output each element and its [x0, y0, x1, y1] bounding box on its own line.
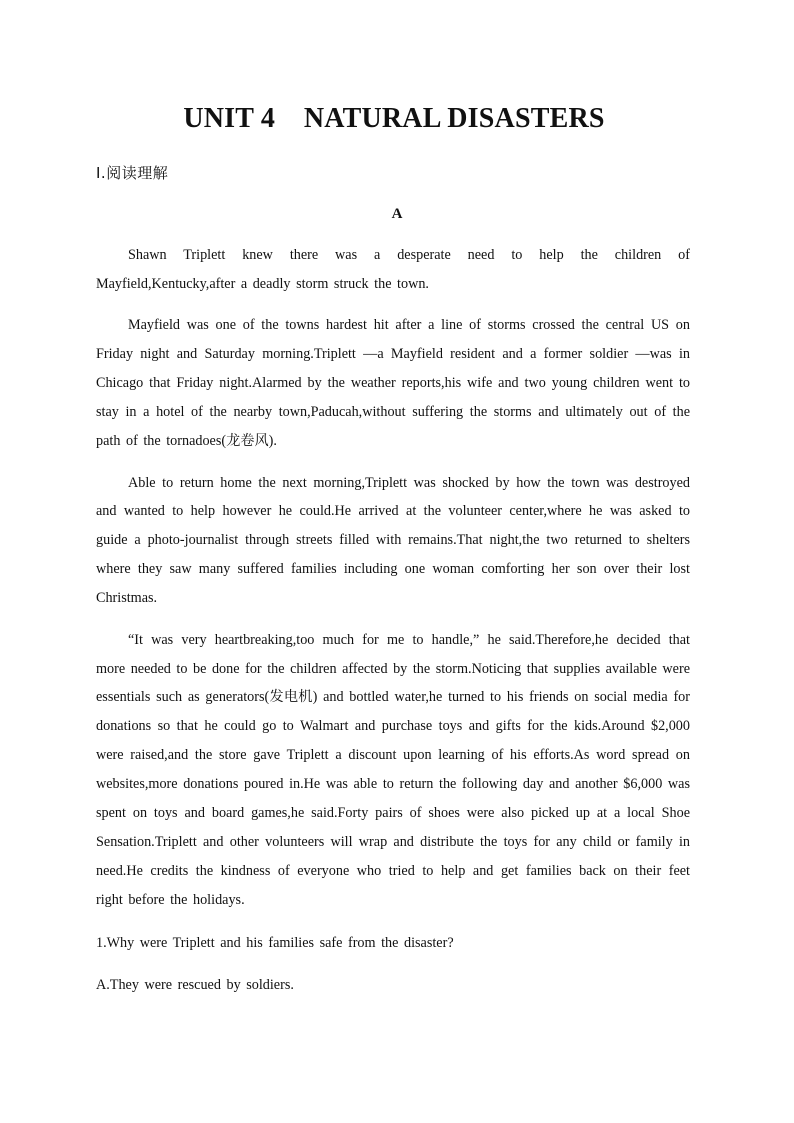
passage-body	[96, 241, 690, 927]
question-text: 1.Why were Triplett and his families safe from the disaster?	[96, 935, 454, 951]
paragraph: Mayfield was one of the towns hardest hit after a line of storms crossed the central US on Friday night and Saturday morning.Triplett —a Mayfield resident and a former soldier —was in Chicago that Friday night.Alarmed by the weather reports,his wife and two young children went to stay in a hotel of the nearby town,Paducah,without suffering the storms and ultimately out of the path of the tornadoes(龙卷风).	[96, 317, 690, 450]
paragraph: “It was very heartbreaking,too much for me to handle,” he said.Therefore,he decided that more needed to be done for the children affected by the storm.Noticing that supplies available were essentials such as generators(发电机) and bottled water,he turned to his friends on social media for donations so that he could go to Walmart and purchase toys and gifts for the kids.Around $2,000 were raised,and the store gave Triplett a discount upon learning of his efforts.As word spread on websites,more donations poured in.He was able to return the following day and another $6,000 was spent on toys and board games,he said.Forty pairs of shoes were also picked up at a local Shoe Sensation.Triplett and other volunteers will wrap and distribute the toys for any child or family in need.He credits the kindness of everyone who tried to help and get families back on their feet right before the holidays.	[96, 631, 690, 908]
passage-label: A	[391, 206, 403, 222]
paragraph: Shawn Triplett knew there was a desperate need to help the children of Mayfield,Kentucky,after a deadly storm struck the town.	[96, 247, 690, 292]
page-title: UNIT 4 NATURAL DISASTERS	[183, 103, 605, 134]
section-heading: Ⅰ.阅读理解	[96, 164, 169, 182]
question-option: A.They were rescued by soldiers.	[96, 977, 294, 993]
paragraph: Able to return home the next morning,Triplett was shocked by how the town was destroyed and wanted to help however he could.He arrived at the volunteer center,where he was asked to guide a photo-journalist through streets filled with remains.That night,the two returned to shelters where they saw many suffered families including one woman comforting her son over their lost Christmas.	[96, 474, 690, 607]
